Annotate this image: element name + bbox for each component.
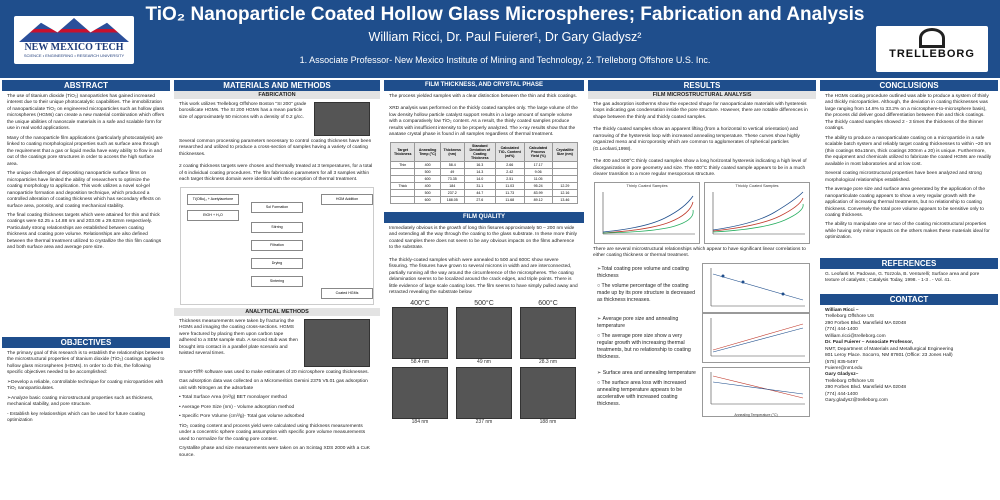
- contact-line: Gary Gladysz–: [825, 372, 859, 378]
- thick-400-micrograph: [392, 367, 448, 419]
- table-cell: [391, 168, 415, 175]
- abstract-heading: ABSTRACT: [2, 80, 170, 91]
- table-row: [391, 182, 578, 189]
- hgm-micrograph: [314, 102, 370, 136]
- contact-line: Fuierer@nmt.edu: [825, 366, 863, 371]
- relationship-1-text: [592, 263, 702, 313]
- contact-line: Trelleborg Offshore US: [825, 378, 875, 384]
- results-p4: There are several microstructural relationships which appear to have significant linear correlations to either coating thickness or thermal treatment.: [593, 246, 806, 259]
- table-cell: 600: [415, 175, 440, 182]
- table-row: [391, 161, 578, 168]
- table-cell: 400: [415, 161, 440, 168]
- conclusions-p5: The ability to manipulate one or two of the coating microstructural properties while having only minor impacts on the others makes these materials ideal for optimization.: [825, 222, 990, 241]
- results-table-wrap: [384, 142, 584, 204]
- objectives-p1: The primary goal of this research is to establish the relationships between the microstructural properties of titanium dioxide (TiO₂) coatings applied to hollow glass microspheres (HGMs). In order to do this, the following specific objectives needed to be accomplished:: [7, 351, 165, 376]
- contact-line: Trelleborg Offshore US: [825, 314, 875, 320]
- table-cell: Standard Deviation of Coating Thickness: [464, 142, 495, 161]
- table-row: [391, 189, 578, 196]
- table-cell: 188.05: [440, 196, 464, 203]
- table-cell: 2.51: [495, 175, 524, 182]
- table-row: [391, 175, 578, 182]
- analytical-p1: Thickness measurements were taken by fracturing the HGMs and imaging the coating cross-sections. HGMS were fractured by placing them upon carbon tape adhered to a SEM sample stub. A second stub was then brought into contact in a parallel plate scenario and twisted several times.: [179, 318, 298, 357]
- arch-logo-icon: [919, 28, 945, 48]
- contact-line: William Ricci –: [825, 307, 859, 313]
- pore-size-chart: [702, 313, 810, 363]
- film-p2: XRD analysis was performed on the thickly coated samples only. The large volume of the low density hollow particle catalyst support results in a large amount of sample volume with a comparatively low TiO₂ content. As a result, the thinly coated samples produce results with insufficient intensity to be properly analyzed. The x-ray results show that the anatase crystal phase is found in all samples regardless of thermal treatment.: [389, 106, 578, 138]
- thin-isotherm-chart: [594, 182, 700, 244]
- flow-step: Ti(OBu)₄ + Acetylacetone: [187, 194, 239, 205]
- contact-line: 290 Forbes Blvd. Mansfield MA 02048: [825, 385, 907, 391]
- flow-step: Sintering: [251, 276, 303, 287]
- table-cell: 49: [440, 168, 464, 175]
- table-cell: Thin: [391, 161, 415, 168]
- surface-area-chart: [702, 367, 810, 417]
- contact-line: (774) 444-1400: [825, 327, 858, 333]
- table-cell: 400: [415, 182, 440, 189]
- references-body: G. Leofanti M. Padovan, G. Tozzola, B. Venturelli; Surface area and pore texture of catalysts ; Catalysis Today, 1998. - 1-3 . - Vol. 41.: [825, 271, 980, 284]
- thick-isotherm-plot: [705, 188, 809, 240]
- contact-line: (575) 835-5497: [825, 359, 858, 365]
- thick-isotherm-title: Thickly Coated Samples: [735, 182, 779, 188]
- analytical-p3: Gas adsorption data was collected on a Micromeritics Gemini 2375 V5.01 gas adsorption unit with Nitrogen as the adsorbate: [179, 379, 368, 391]
- film-p1: The process yielded samples with a clear distinction between the thin and thick coatings.: [389, 94, 577, 99]
- contact-body: [820, 305, 998, 408]
- thick-isotherm-chart: [704, 182, 810, 244]
- flow-step: Sol Formation: [251, 202, 303, 213]
- quality-p1: Immediately obvious is the growth of long thin fissures approximately 50 – 200 nm wide and extending all the way through the coating to the glass substrate. In these more thinly coated samples there does not seem to be any obvious impacts on the films adherence to the substrate.: [389, 225, 577, 251]
- temp-400: 400°C: [410, 299, 430, 307]
- contact-line: Gary.gladysz@trelleborg.com: [825, 398, 888, 404]
- table-cell: 500: [415, 189, 440, 196]
- conclusions-heading: CONCLUSIONS: [820, 80, 998, 91]
- table-cell: 83.99: [524, 189, 552, 196]
- table-cell: 500: [415, 168, 440, 175]
- table-cell: 184: [440, 182, 464, 189]
- contact-line: NMT, Department of Materials and Metallurgical Engineering: [825, 346, 954, 352]
- objectives-b3: - Establish key relationships which can be used for future coating optimization: [7, 411, 145, 424]
- conclusions-p2: The ability to produce a nanoparticulate coating on a microparticle in a safe scalable batch system and reliably target coating thicknesses to within ~20 nm (thin coatings 60±15nm, thick coatings 200nm ± 20) is unique. Furthermore, the equipment and chemicals utilized to fabricate the coated HGMs are readily available in most laboratories and at low cost.: [825, 135, 992, 167]
- column-results: [588, 80, 816, 500]
- trelleborg-logo: [876, 26, 988, 72]
- relationship-1: [588, 263, 816, 313]
- flow-step: Stirring: [251, 222, 303, 233]
- materials-p2: Several common processing parameters necessary to control coating thickness have been researched and utilized to produce a cross-section of samples having a variety of coating thicknesses.: [179, 139, 372, 157]
- table-cell: 2.42: [495, 168, 524, 175]
- table-header-row: [391, 142, 578, 161]
- nmt-logo: [14, 16, 134, 64]
- table-cell: [391, 196, 415, 203]
- analytical-p4: • Total Surface Area (m²/g) BET monolayer method: [179, 395, 287, 401]
- temp-500: 500°C: [474, 299, 494, 307]
- column-materials: [174, 80, 380, 500]
- table-cell: 12.29: [552, 182, 577, 189]
- table-cell: Thickness (nm): [440, 142, 464, 161]
- table-cell: 16.3: [464, 161, 495, 168]
- conclusions-p4: The average pore size and surface area generated by the application of the nanoparticulate coating appears to show a very regular growth with the application of increasing thermal treatments, but no relationship to coating thickness. Conversely the total pore volume appears to be sensitive only to coating thickness.: [825, 187, 986, 218]
- analytical-p6: • Specific Pore Volume (cm³/g)- Total gas volume adsorbed: [179, 414, 305, 420]
- objectives-body: [2, 348, 170, 431]
- table-cell: 17.17: [524, 161, 552, 168]
- materials-p3: 2 coating thickness targets were chosen and thermally treated at 3 temperatures, for a total of 6 individual coating procedures. The film fabrication parameters for all 3 samples within each target thickness domain were identical with the exception of thermal treatment.: [179, 164, 373, 183]
- objectives-heading: OBJECTIVES: [2, 337, 170, 348]
- table-cell: Annealing Temp (°C): [415, 142, 440, 161]
- table-cell: 73.35: [440, 175, 464, 182]
- conclusions-body: [820, 91, 998, 248]
- table-row: [391, 168, 578, 175]
- fabrication-intro: [174, 99, 380, 136]
- table-cell: Crystallite Size (nm): [552, 142, 577, 161]
- rel1-sub: ○ The volume percentage of the coating made up by its pore structure is decreased as thickness increases.: [597, 282, 696, 303]
- fabrication-heading: FABRICATION: [174, 91, 380, 99]
- results-p2: The thickly coated samples show an apparent lifting (from a horizontal to vertical orientation) and narrowing of the hysteresis loop with increased annealing temperature. These curves show highly organized meso and microporosity which are common to agglomerates of spherical particles (G.Leofanti,1998).: [593, 127, 800, 152]
- table-cell: 14.0: [464, 175, 495, 182]
- table-cell: 13.46: [552, 196, 577, 203]
- table-row: [391, 196, 578, 203]
- table-cell: 11.68: [495, 196, 524, 203]
- contact-line: Dr. Paul Fuierer – Associate Professor,: [825, 340, 914, 346]
- thick-600-micrograph: [520, 367, 576, 419]
- table-cell: [391, 175, 415, 182]
- table-cell: 11.05: [524, 175, 552, 182]
- table-cell: 237.2: [440, 189, 464, 196]
- table-cell: 27.6: [464, 196, 495, 203]
- table-cell: 31.1: [464, 182, 495, 189]
- thick-400-label: 184 nm: [411, 418, 429, 425]
- surface-area-plot: [703, 368, 809, 408]
- film-heading: FILM THICKNESS, AND CRYSTAL PHASE: [384, 80, 584, 91]
- contact-line: 801 Leroy Place. Socorro, NM 87801 (Office: 23 Jones Hall): [825, 353, 953, 359]
- results-p1: The gas adsorption isotherms show the expected shape for nanoparticulate materials with hysteresis loops indicating gas condensation inside the pore structure. However, there are notable differences in shape between the thinly and thickly coated samples.: [593, 102, 808, 120]
- thin-isotherm-plot: [595, 188, 699, 240]
- flow-step: EtOH + H₂O: [187, 210, 239, 221]
- table-cell: [552, 175, 577, 182]
- column-abstract: [2, 80, 170, 500]
- table-cell: 600: [415, 196, 440, 203]
- thin-isotherm-title: Thinly Coated Samples: [626, 182, 668, 188]
- pore-volume-plot: [703, 264, 809, 312]
- poster-title: TiO₂ Nanoparticle Coated Hollow Glass Microspheres; Fabrication and Analysis: [145, 4, 865, 25]
- materials-p1: This work utilizes Trelleborg Offshore Boston "SI 200" grade borosilicate HGMs. The SI 200 HGMs has a mean particle size of approximately 50 microns with a density of 0.2 g/cc.: [179, 102, 307, 120]
- microstructure-heading: FILM MICROSTRUCTURAL ANALYSIS: [588, 91, 816, 99]
- surface-area-xlabel: Annealing Temperature (°C): [734, 412, 778, 417]
- materials-heading: MATERIALS AND METHODS: [174, 80, 380, 91]
- column-conclusions: [820, 80, 998, 500]
- thin-micrographs: [384, 307, 584, 365]
- relationship-3: [588, 367, 816, 417]
- table-cell: [552, 168, 577, 175]
- results-p3: The 400 and 500°C thinly coated samples show a long horizontal hysteresis indicating a high level of disorganization in pore geometry and size. The 600°C thinly coated sample appears to be in a much clearer transition to a more regular mesoporous structure.: [593, 159, 807, 178]
- objectives-b1: ➢Develop a reliable, controllable technique for coating microparticles with TiO₂ nanoparticulates.: [7, 379, 164, 392]
- fabrication-flowchart: [180, 187, 374, 305]
- flow-step: Coated HGMs: [321, 288, 373, 299]
- nmt-logo-name: NEW MEXICO TECH: [24, 42, 124, 53]
- thin-500-label: 49 nm: [477, 358, 491, 365]
- analytical-p7: TiO₂ coating content and process yield were calculated using thickness measurements under a concentric sphere coating assumption with specific pore volume measurements used to normalize for the coating pore content.: [179, 423, 366, 442]
- analytical-p5: • Average Pore Size (nm) - Volume adsorption method: [179, 404, 295, 410]
- analytical-heading: ANALYTICAL METHODS: [174, 308, 380, 316]
- column-film: [384, 80, 584, 500]
- abstract-p3: The unique challenges of depositing nanoparticle surface films on microparticles have limited the ability of researchers to optimize the coating morphology to application. This work utilizes a novel sol-gel nanoparticle formation and deposition technique, which produced a controlled alteration of coating thickness which has secondary effects on surface area, porosity, and coating mechanical stability.: [7, 171, 161, 209]
- table-cell: 11.03: [495, 182, 524, 189]
- analytical-body: [174, 367, 380, 465]
- quality-p2: The thickly-coated samples which were annealed to 500 and 600C show severe fissuring. The fissures have grown to several microns in width and are interconnected, partially running all the way around the circumference of the microspheres. The coating delamination seems to be localized around the crack edges, and triple points. There is little evidence of large scale coating loss. The film seems to have simply pulled away and retracted revealing the substrate below: [389, 257, 578, 296]
- isotherm-charts: [588, 182, 816, 244]
- analytical-p2: Smart-Tiff® software was used to make estimates of 20 microsphere coating thicknesses.: [179, 369, 369, 375]
- table-cell: Thick: [391, 182, 415, 189]
- analytical-intro: [174, 316, 380, 367]
- thick-500-label: 237 nm: [475, 418, 493, 425]
- rel1-head: ➢Total coating pore volume and coating thickness: [597, 265, 689, 279]
- table-cell: 95.24: [524, 182, 552, 189]
- contact-line: (774) 444-1400: [825, 391, 858, 397]
- rel3-sub: ○ The surface area loss with increased annealing temperature appears to be accelerative with increased coating thickness.: [597, 379, 686, 407]
- abstract-p2: Many of the nanoparticle film applications (particularly photocatalysis) are linked to coating morphological properties such as surface area through the requirement that a gas or liquid media have easy ability to flow in and out of the coatings pore structures in order to access the high surface area.: [7, 135, 163, 167]
- table-cell: 44.7: [464, 189, 495, 196]
- thick-500-micrograph: [456, 367, 512, 419]
- poster-authors: William Ricci, Dr. Paul Fuierer¹, Dr Gary Gladysz²: [368, 30, 642, 44]
- table-cell: Calculated TiO₂ Content (wt%): [495, 142, 524, 161]
- table-cell: 89.12: [524, 196, 552, 203]
- results-heading: RESULTS: [588, 80, 816, 91]
- contact-line: William.ricci@trelleborg.com: [825, 333, 886, 339]
- table-cell: Target Thickness: [391, 142, 415, 161]
- pore-volume-chart: [702, 263, 810, 313]
- thin-400-micrograph: [392, 307, 448, 359]
- analytical-p8: Crystallite phase and size measurements were taken on an Scintag XDS 2000 with a CuK source.: [179, 446, 370, 458]
- film-quality-heading: FILM QUALITY: [384, 212, 584, 223]
- table-cell: [552, 161, 577, 168]
- relationship-2: [588, 313, 816, 367]
- table-cell: Calculated Process Yield (%): [524, 142, 552, 161]
- nmt-logo-tag: SCIENCE • ENGINEERING • RESEARCH UNIVERSITY: [23, 53, 125, 58]
- pore-size-plot: [703, 314, 809, 362]
- table-cell: [391, 189, 415, 196]
- rel2-head: ➢ Average pore size and annealing temperature: [597, 315, 679, 329]
- trelleborg-logo-name: TRELLEBORG: [889, 48, 975, 60]
- thin-600-label: 28.3 nm: [538, 358, 558, 365]
- relationship-3-text: [592, 367, 702, 417]
- table-cell: 11.73: [495, 189, 524, 196]
- references-heading: REFERENCES: [820, 258, 998, 269]
- table-cell: 2.66: [495, 161, 524, 168]
- table-cell: 14.3: [464, 168, 495, 175]
- temp-600: 600°C: [538, 299, 558, 307]
- thin-600-micrograph: [520, 307, 576, 359]
- thick-micrographs: [384, 365, 584, 425]
- results-table: [390, 142, 578, 204]
- fracture-micrograph: [304, 319, 370, 367]
- conclusions-p1: The HGMs coating procedure outlined was able to produce a system of thinly and thickly microparticles. Although, the deviation in coating thicknesses was large ranging from 14.8% to 33.2% on a microsphere-to-microsphere basis), the process did deliver good differentiation between thin and thick coatings. The thickly coated samples showed 2 - 3 times the thickness of the thinner coatings.: [825, 94, 989, 132]
- abstract-p4: The final coating thickness targets which were attained for thin and thick coatings were 62.25 ± 14.88 nm and 203.08 ± 29.62nm respectively. Particularly strong relationships are established between coating thickness and coating pore volume. Relationships are also defined between the thermal treatment utilized to crystallize the thin film coatings and both surface area and average pore size.: [7, 212, 162, 251]
- rel3-head: ➢ Surface area and annealing temperature: [597, 369, 696, 376]
- poster-header: [0, 0, 1000, 78]
- objectives-b2: ➢Analyze basic coating microstructural properties such as thickness, mechanical stability, and pore structure.: [7, 395, 154, 408]
- conclusions-p3: Several coating microstructural properties have been analyzed and strong morphological relationships established.: [825, 171, 982, 183]
- mountain-logo-icon: [19, 18, 129, 42]
- flow-step: HGM Addition: [321, 194, 373, 205]
- relationship-2-text: [592, 313, 702, 367]
- contact-heading: CONTACT: [820, 294, 998, 305]
- flow-step: Drying: [251, 258, 303, 269]
- flow-step: Filtration: [251, 240, 303, 251]
- contact-line: 290 Forbes Blvd. Mansfield MA 02048: [825, 320, 907, 326]
- abstract-body: [2, 91, 170, 331]
- table-cell: 12.16: [552, 189, 577, 196]
- temp-labels: [384, 300, 584, 307]
- thin-400-label: 58.4 nm: [410, 358, 430, 365]
- rel2-sub: ○ The average pore size show a very regular growth with increasing thermal treatments, but no relationship to coating thickness.: [597, 332, 691, 360]
- poster-affiliation: 1. Associate Professor- New Mexico Institute of Mining and Technology, 2. Trelleborg Offshore U.S. Inc.: [299, 55, 711, 65]
- abstract-p1: The use of titanium dioxide (TiO₂) nanoparticles has gained increased interest due to their unique photocatalytic capabilities. The immobilization of nanoparticulate TiO₂ on engineered microparticles such as hollow glass microspheres (HGMs) can create a new material combination which offers the unique abilities of nanoscale materials in a safe and scalable form for use in real world applications.: [7, 94, 165, 132]
- table-cell: 58.4: [440, 161, 464, 168]
- thick-600-label: 188 nm: [539, 418, 557, 425]
- thin-500-micrograph: [456, 307, 512, 359]
- table-cell: 9.06: [524, 168, 552, 175]
